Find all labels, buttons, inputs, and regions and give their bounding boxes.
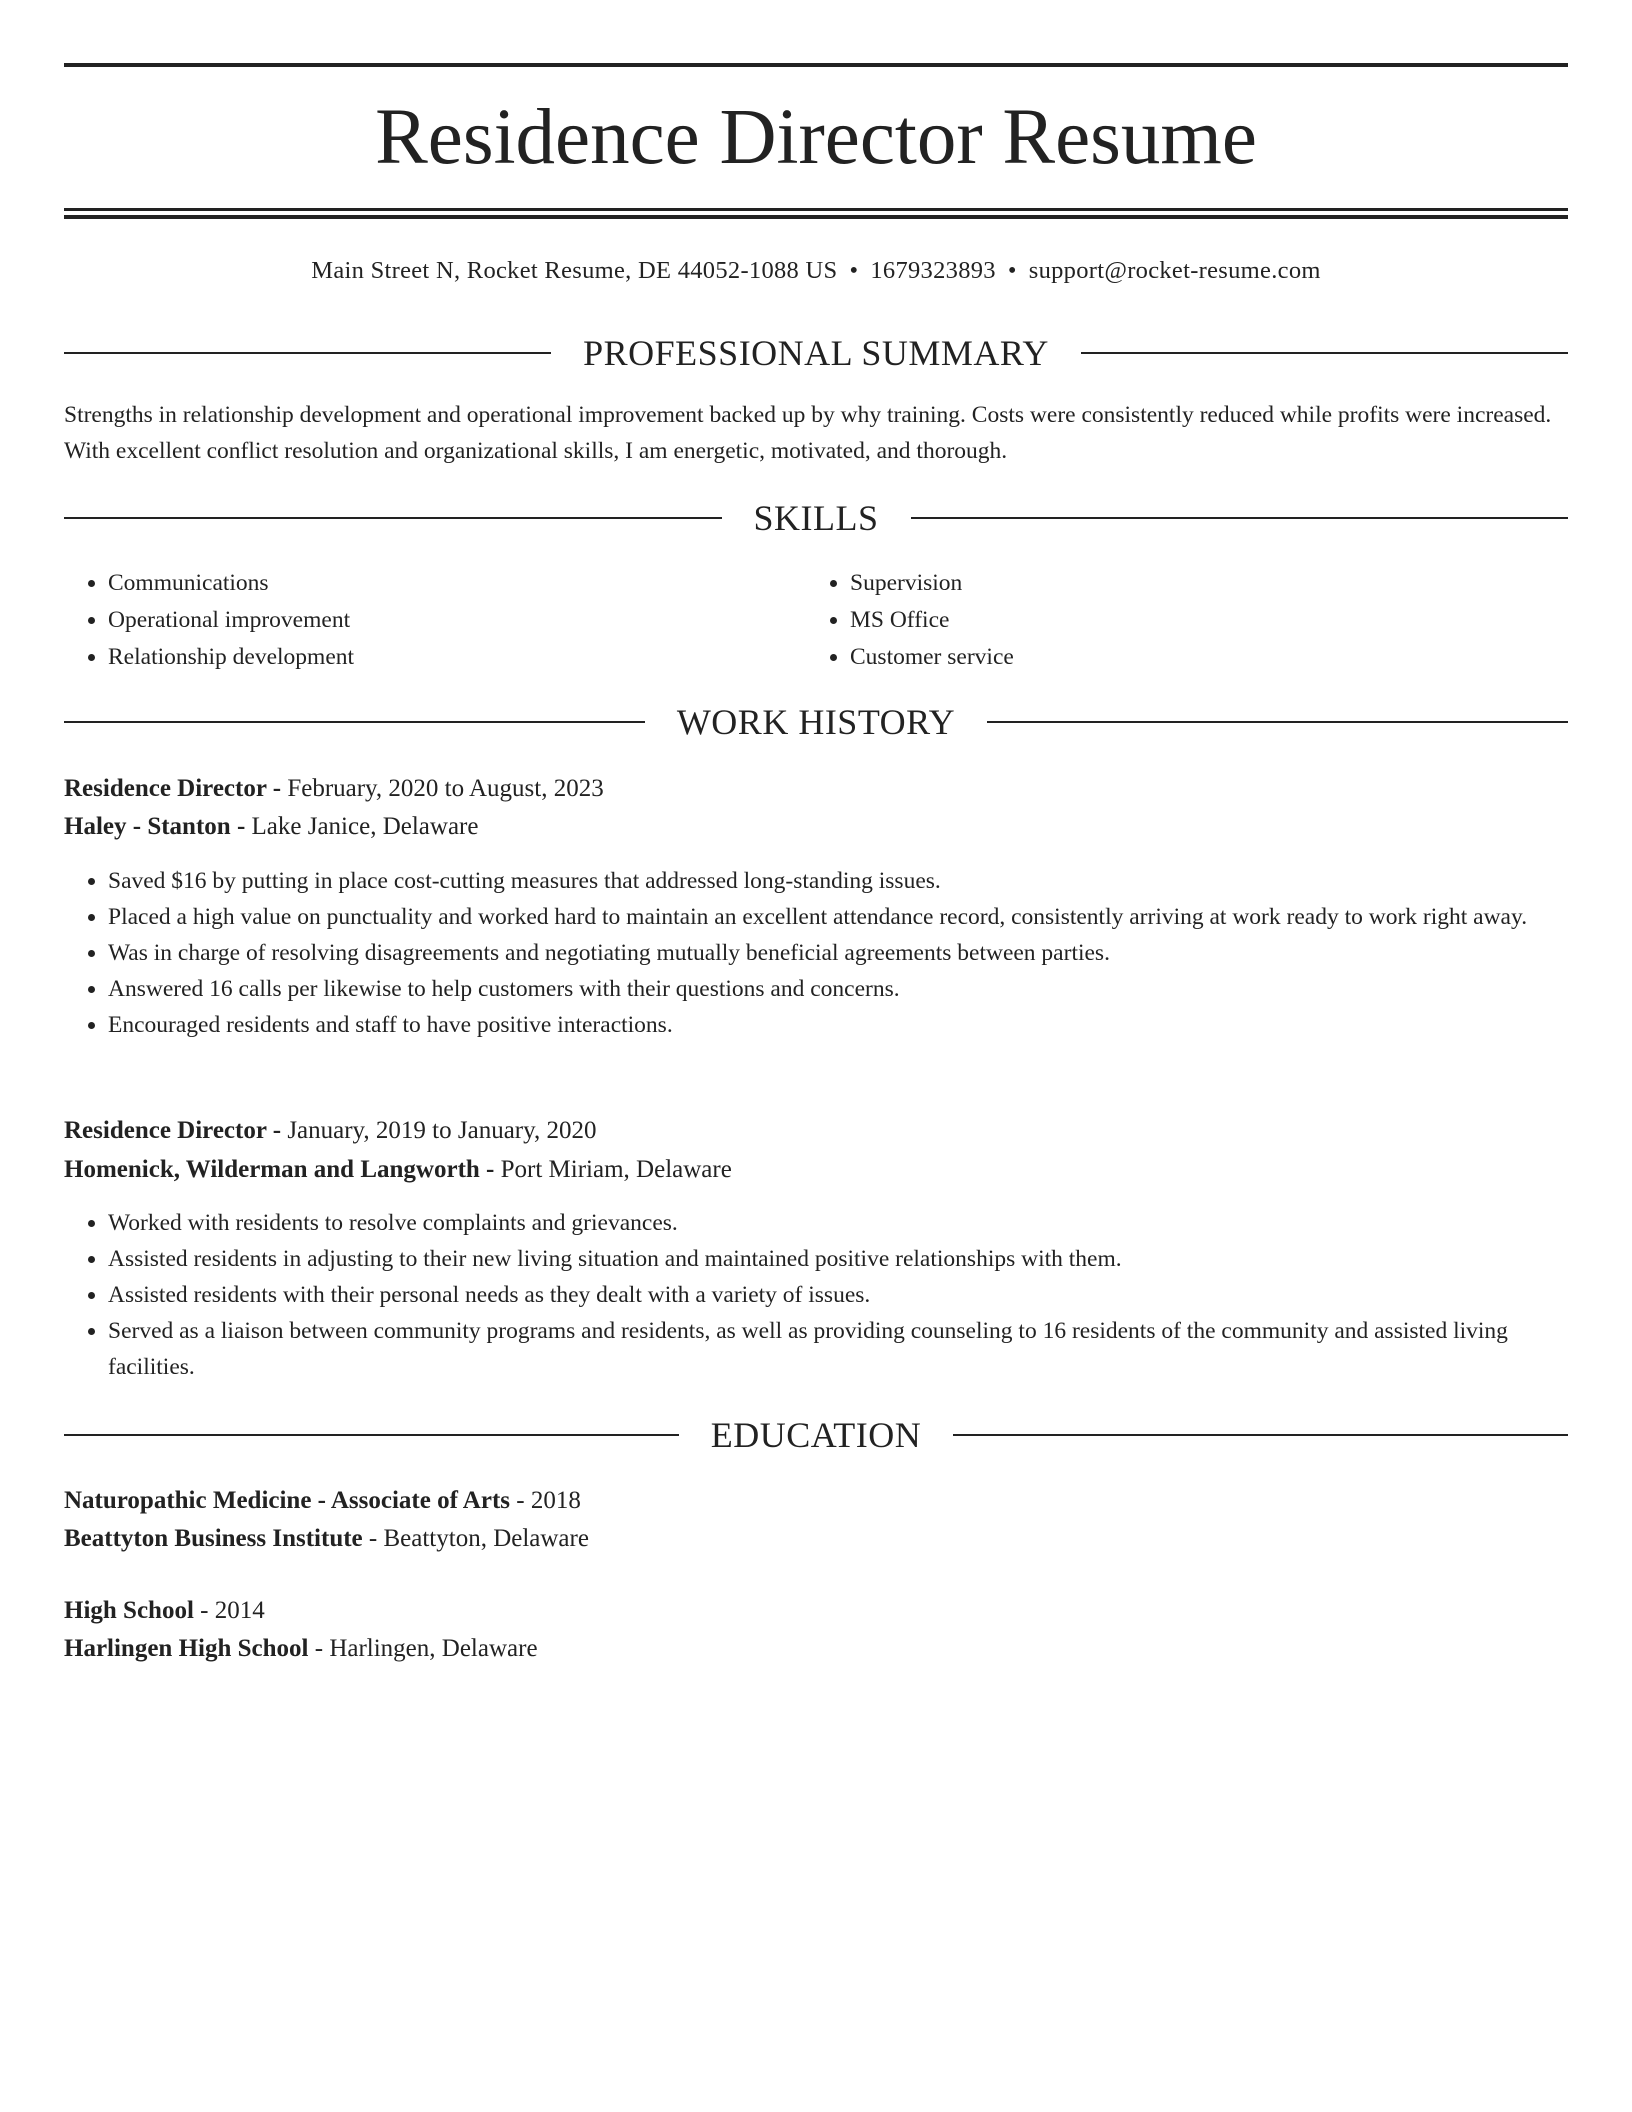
skills-section-heading xyxy=(64,496,1568,540)
skill-item: • Customer service xyxy=(850,639,1548,676)
skill-item: • MS Office xyxy=(850,602,1548,639)
heading-rule-right xyxy=(987,721,1568,723)
heading-rule-left xyxy=(64,352,551,354)
dash: - xyxy=(308,1635,330,1662)
contact-phone: 1679323893 xyxy=(870,257,996,284)
education-year: 2018 xyxy=(530,1487,581,1514)
education-location: Beattyton, Delaware xyxy=(383,1525,589,1552)
job-duties-list xyxy=(64,863,1568,1043)
skill-item: • Supervision xyxy=(850,565,1548,602)
duty-item: • Assisted residents in adjusting to their new living situation and maintained positive relationships with them. xyxy=(108,1241,1568,1277)
contact-separator: • xyxy=(1007,257,1017,284)
heading-rule-right xyxy=(911,517,1569,519)
job-company: Haley - Stanton xyxy=(64,813,231,840)
skills-list xyxy=(64,565,1568,676)
contact-email: support@rocket-resume.com xyxy=(1028,257,1321,284)
duty-item: • Was in charge of resolving disagreements and negotiating mutually beneficial agreements between parties. xyxy=(108,935,1568,971)
job-title-line xyxy=(64,770,1568,808)
duty-item: • Served as a liaison between community programs and residents, as well as providing counseling to 16 residents of the community and assisted living facilities. xyxy=(108,1313,1568,1385)
education-location: Harlingen, Delaware xyxy=(329,1635,538,1662)
skills-heading: SKILLS xyxy=(753,498,879,538)
top-rule xyxy=(64,63,1568,67)
heading-rule-left xyxy=(64,517,722,519)
job-company-line xyxy=(64,808,1568,846)
heading-rule-left xyxy=(64,1434,679,1436)
education-degree-line xyxy=(64,1592,1568,1630)
job-duties-list xyxy=(64,1205,1568,1385)
dash: - xyxy=(479,1156,501,1183)
duty-item: • Answered 16 calls per likewise to help customers with their questions and concerns. xyxy=(108,971,1568,1007)
work-heading: WORK HISTORY xyxy=(676,702,956,742)
job-company-line xyxy=(64,1151,1568,1189)
education-heading: EDUCATION xyxy=(710,1415,922,1455)
duty-item: • Worked with residents to resolve complaints and grievances. xyxy=(108,1205,1568,1241)
education-school-line xyxy=(64,1520,1568,1558)
dash: - xyxy=(230,813,252,840)
contact-address: Main Street N, Rocket Resume, DE 44052-1088 US xyxy=(311,257,838,284)
skill-item: • Operational improvement xyxy=(108,602,806,639)
job-title-line xyxy=(64,1112,1568,1150)
dash: - xyxy=(266,1117,288,1144)
education-school: Beattyton Business Institute xyxy=(64,1525,363,1552)
heading-rule-right xyxy=(953,1434,1568,1436)
education-degree: Naturopathic Medicine - Associate of Arts xyxy=(64,1487,511,1514)
summary-text: Strengths in relationship development and operational improvement backed up by why training. Costs were consistently reduced while profits were increased. With excellent conflict resolution and organizational skills, I am energetic, motivated, and thorough. xyxy=(64,402,1552,464)
work-section-heading xyxy=(64,700,1568,744)
dash: - xyxy=(510,1487,531,1514)
job-location: Port Miriam, Delaware xyxy=(500,1156,732,1183)
skills-column-left xyxy=(64,565,806,676)
heading-rule-right xyxy=(1081,352,1568,354)
duty-item: • Encouraged residents and staff to have positive interactions. xyxy=(108,1007,1568,1043)
skills-column-right xyxy=(806,565,1548,676)
education-section-heading xyxy=(64,1413,1568,1457)
summary-section-heading xyxy=(64,331,1568,375)
job-dates: February, 2020 to August, 2023 xyxy=(287,775,604,802)
skill-item: • Relationship development xyxy=(108,639,806,676)
education-school: Harlingen High School xyxy=(64,1635,309,1662)
contact-separator: • xyxy=(849,257,859,284)
summary-heading: PROFESSIONAL SUMMARY xyxy=(583,333,1049,373)
education-school-line xyxy=(64,1630,1568,1668)
skill-item: • Communications xyxy=(108,565,806,602)
education-degree-line xyxy=(64,1482,1568,1520)
job-title: Residence Director xyxy=(64,775,267,802)
job-dates: January, 2019 to January, 2020 xyxy=(287,1117,597,1144)
duty-item: • Placed a high value on punctuality and worked hard to maintain an excellent attendance record, consistently arriving at work ready to work right away. xyxy=(108,899,1568,935)
job-company: Homenick, Wilderman and Langworth xyxy=(64,1156,480,1183)
dash: - xyxy=(193,1597,215,1624)
title-rule-upper xyxy=(64,208,1568,211)
dash: - xyxy=(266,775,288,802)
duty-item: • Assisted residents with their personal needs as they dealt with a variety of issues. xyxy=(108,1277,1568,1313)
resume-title: Residence Director Resume xyxy=(375,94,1257,181)
heading-rule-left xyxy=(64,721,645,723)
duty-item: • Saved $16 by putting in place cost-cutting measures that addressed long-standing issues. xyxy=(108,863,1568,899)
title-rule-lower xyxy=(64,215,1568,219)
dash: - xyxy=(362,1525,384,1552)
job-location: Lake Janice, Delaware xyxy=(251,813,479,840)
contact-line xyxy=(64,254,1568,288)
job-title: Residence Director xyxy=(64,1117,267,1144)
education-degree: High School xyxy=(64,1597,194,1624)
education-year: 2014 xyxy=(214,1597,265,1624)
